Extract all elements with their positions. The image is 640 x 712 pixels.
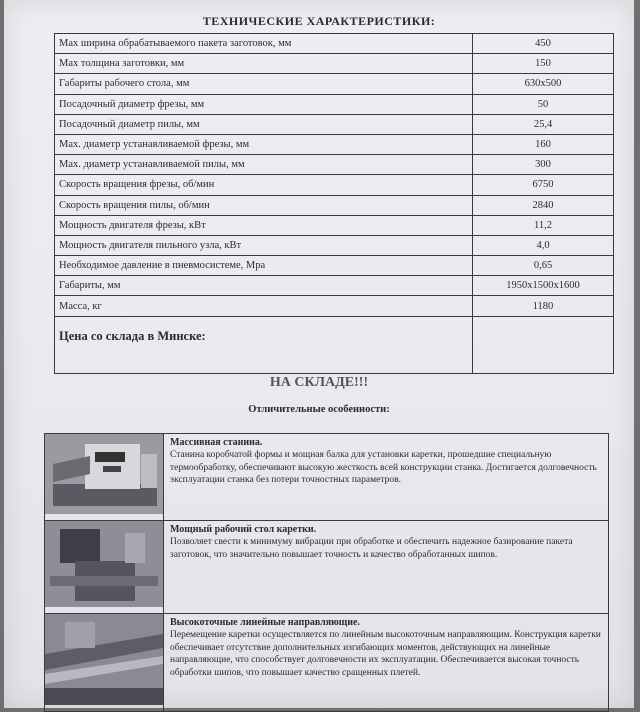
feature-title: Массивная станина. [170, 437, 263, 448]
feature-photo [45, 434, 164, 521]
spec-value: 2840 [473, 195, 614, 215]
features-title: Отличительные особенности: [248, 404, 390, 415]
feature-text: Позволяет свести к минимуму вибрации при обработке и обеспечить надежное базирование пакета заготовок, что значительно повышает точность и качество обработанных шипов. [170, 537, 573, 560]
spec-value: 6750 [473, 175, 614, 195]
feature-row [45, 521, 609, 614]
spec-value: 50 [473, 94, 614, 114]
feature-row [45, 434, 609, 521]
feature-title: Мощный рабочий стол каретки. [170, 524, 317, 535]
spec-label: Мах ширина обрабатываемого пакета заготовок, мм [55, 34, 473, 54]
price-value [473, 316, 614, 373]
price-row [55, 316, 614, 373]
spec-sheet [4, 0, 634, 708]
spec-row [55, 195, 614, 215]
spec-row [55, 155, 614, 175]
spec-value: 4,0 [473, 235, 614, 255]
price-label: Цена со склада в Минске: [55, 316, 473, 373]
page-title: ТЕХНИЧЕСКИЕ ХАРАКТЕРИСТИКИ: [202, 14, 436, 28]
features-table [44, 433, 609, 712]
spec-label: Мах. диаметр устанавливаемой пилы, мм [55, 155, 473, 175]
spec-row [55, 114, 614, 134]
spec-value: 630х500 [473, 74, 614, 94]
feature-photo [45, 521, 164, 614]
spec-label: Мощность двигателя пильного узла, кВт [55, 235, 473, 255]
spec-label: Мах. диаметр устанавливаемой фрезы, мм [55, 134, 473, 154]
machine-frame-photo [45, 434, 163, 514]
spec-value: 160 [473, 134, 614, 154]
spec-value: 450 [473, 34, 614, 54]
spec-value: 1950х1500х1600 [473, 276, 614, 296]
feature-row [45, 614, 609, 712]
spec-value: 300 [473, 155, 614, 175]
spec-label: Мах толщина заготовки, мм [55, 54, 473, 74]
carriage-table-photo [45, 521, 163, 607]
spec-value: 0,65 [473, 256, 614, 276]
spec-value: 25,4 [473, 114, 614, 134]
spec-label: Скорость вращения фрезы, об/мин [55, 175, 473, 195]
spec-label: Необходимое давление в пневмосистеме, Мра [55, 256, 473, 276]
spec-row [55, 215, 614, 235]
spec-row [55, 94, 614, 114]
spec-label: Габариты, мм [55, 276, 473, 296]
spec-row [55, 34, 614, 54]
spec-row [55, 134, 614, 154]
spec-value: 11,2 [473, 215, 614, 235]
spec-label: Скорость вращения пилы, об/мин [55, 195, 473, 215]
spec-label: Посадочный диаметр пилы, мм [55, 114, 473, 134]
spec-value: 150 [473, 54, 614, 74]
feature-title: Высокоточные линейные направляющие. [170, 617, 360, 628]
spec-label: Посадочный диаметр фрезы, мм [55, 94, 473, 114]
spec-row [55, 175, 614, 195]
spec-row [55, 256, 614, 276]
in-stock-banner: НА СКЛАДЕ!!! [269, 375, 369, 390]
linear-guides-photo [45, 614, 163, 705]
spec-row [55, 276, 614, 296]
spec-row [55, 235, 614, 255]
feature-text: Перемещение каретки осуществляется по линейным высокоточным направляющим. Конструкция каретки обеспечивает отсутствие дополнительных изгибающих моментов, действующих на линейные направляющие, что способствует долговечности их эксплуатации. Обеспечивается высокая точность обработки шипов, что повышает качество сращенных плетей. [170, 630, 601, 678]
spec-label: Мощность двигателя фрезы, кВт [55, 215, 473, 235]
spec-value: 1180 [473, 296, 614, 316]
spec-row [55, 54, 614, 74]
feature-photo [45, 614, 164, 712]
feature-text: Станина коробчатой формы и мощная балка для установки каретки, прошедшие специальную термообработку, обеспечивают высокую жесткость всей конструкции станка. Достигается долговечность эксплуатации станка без потери точностных параметров. [170, 450, 597, 486]
spec-label: Габариты рабочего стола, мм [55, 74, 473, 94]
spec-label: Масса, кг [55, 296, 473, 316]
specs-table [54, 33, 614, 374]
spec-row [55, 296, 614, 316]
spec-row [55, 74, 614, 94]
